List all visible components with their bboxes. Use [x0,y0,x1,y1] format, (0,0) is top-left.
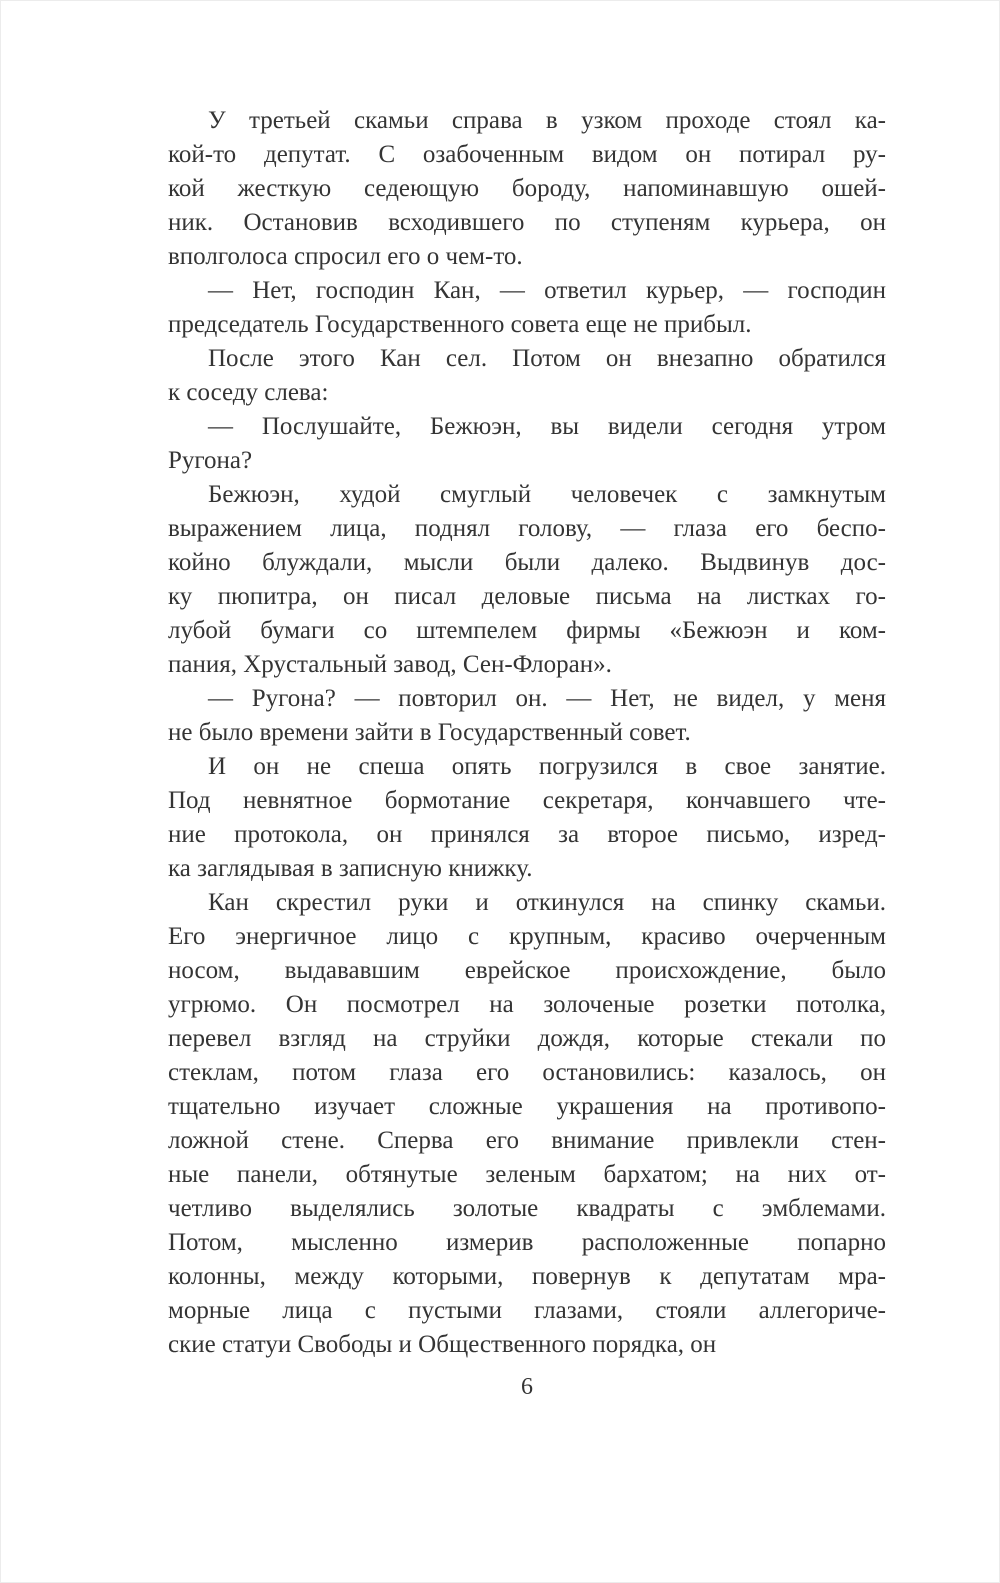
text-line: ние протокола, он принялся за второе письмо, изред- [168,821,886,848]
text-line: Его энергичное лицо с крупным, красиво очерченным [168,923,886,950]
text-line: И он не спеша опять погрузился в свое занятие. [208,753,886,780]
text-line: к соседу слева: [168,379,329,406]
page-number: 6 [521,1374,533,1400]
text-line: После этого Кан сел. Потом он внезапно обратился [208,345,886,372]
text-line: ку пюпитра, он писал деловые письма на листках го- [168,583,886,610]
text-line: пания, Хрустальный завод, Сен-Флоран». [168,651,612,678]
text-line: колонны, между которыми, повернув к депутатам мра- [168,1263,886,1290]
text-line: ские статуи Свободы и Общественного порядка, он [168,1331,717,1358]
paragraph [168,274,886,342]
paragraph [168,104,886,274]
text-line: носом, выдававшим еврейское происхождение, было [168,957,886,984]
text-line: ка заглядывая в записную книжку. [168,855,533,882]
paragraph [168,478,886,682]
paragraph [168,886,886,1362]
text-line: Ругона? [168,447,253,474]
text-line: У третьей скамьи справа в узком проходе стоял ка- [208,107,886,134]
text-line: тщательно изучает сложные украшения на противопо- [168,1093,886,1120]
text-line: морные лица с пустыми глазами, стояли аллегориче- [168,1297,886,1324]
text-line: ник. Остановив всходившего по ступеням курьера, он [168,209,886,236]
text-line: кой жесткую седеющую бороду, напоминавшую ошей- [168,175,886,202]
paragraph [168,750,886,886]
text-line: — Послушайте, Бежюэн, вы видели сегодня утром [208,413,886,440]
text-line: перевел взгляд на струйки дождя, которые стекали по [168,1025,886,1052]
paragraph [168,410,886,478]
text-line: стеклам, потом глаза его остановились: казалось, он [168,1059,886,1086]
text-line: — Ругона? — повторил он. — Нет, не видел, у меня [208,685,886,712]
text-line: кой-то депутат. С озабоченным видом он потирал ру- [168,141,886,168]
text-block [168,104,886,1362]
text-line: угрюмо. Он посмотрел на золоченые розетки потолка, [168,991,886,1018]
paragraph [168,342,886,410]
text-line: лубой бумаги со штемпелем фирмы «Бежюэн и ком- [168,617,886,644]
text-line: — Нет, господин Кан, — ответил курьер, — господин [208,277,886,304]
text-line: Кан скрестил руки и откинулся на спинку скамьи. [208,889,886,916]
text-line: председатель Государственного совета еще не прибыл. [168,311,752,338]
text-line: Потом, мысленно измерив расположенные попарно [168,1229,886,1256]
text-line: ные панели, обтянутые зеленым бархатом; на них от- [168,1161,886,1188]
text-line: не было времени зайти в Государственный совет. [168,719,691,746]
text-line: Под невнятное бормотание секретаря, кончавшего чте- [168,787,886,814]
text-line: четливо выделялись золотые квадраты с эмблемами. [168,1195,886,1222]
paragraph [168,682,886,750]
text-line: койно блуждали, мысли были далеко. Выдвинув дос- [168,549,886,576]
text-line: вполголоса спросил его о чем-то. [168,243,523,270]
text-line: выражением лица, поднял голову, — глаза его беспо- [168,515,886,542]
text-line: Бежюэн, худой смуглый человечек с замкнутым [208,481,886,508]
text-line: ложной стене. Сперва его внимание привлекли стен- [168,1127,886,1154]
